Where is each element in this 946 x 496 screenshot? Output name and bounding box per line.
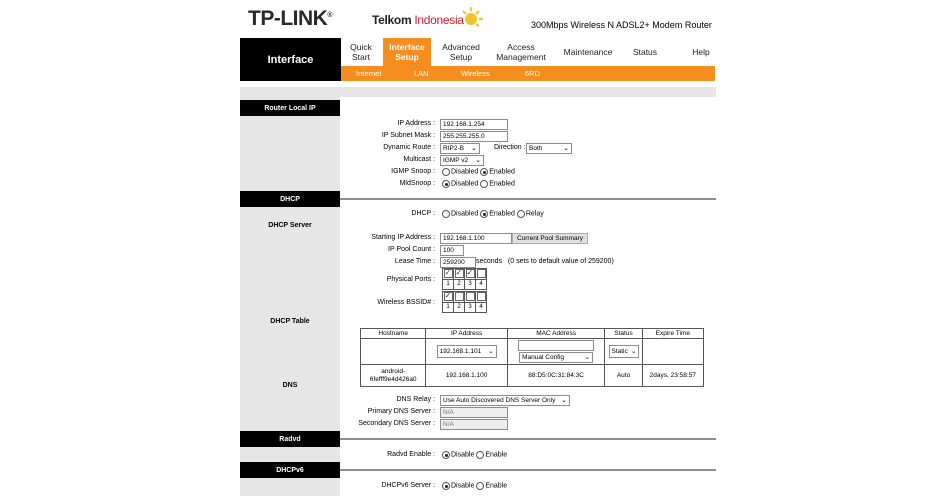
subnet-mask-input[interactable]: 255.255.255.0 <box>440 131 508 142</box>
mld-snoop-disabled-radio[interactable] <box>442 180 450 188</box>
radvd-enable-label: Radvd Enable : <box>387 451 435 458</box>
column-header: Status <box>605 329 642 339</box>
dhcp-server-label: DHCP Server <box>268 222 312 229</box>
primary-dns-label: Primary DNS Server : <box>367 408 435 415</box>
nav-maintenance[interactable]: Maintenance <box>563 47 613 57</box>
dhcpv6-enable-radio[interactable] <box>476 482 484 490</box>
dhcp-disabled-radio[interactable] <box>442 210 450 218</box>
current-section-title: Interface <box>240 38 341 81</box>
secondary-dns-label: Secondary DNS Server : <box>358 420 435 427</box>
dhcp-relay-radio[interactable] <box>517 210 525 218</box>
section-divider <box>340 438 716 440</box>
chevron-down-icon: ⌄ <box>561 397 567 404</box>
dhcpv6-server-options: Disable Enable <box>442 482 507 490</box>
nav-interface-setup[interactable]: Interface Setup <box>383 38 431 66</box>
ip-address-input[interactable]: 192.168.1.254 <box>440 119 508 130</box>
telkom-indonesia-logo: Telkom Indonesia <box>372 13 464 27</box>
radvd-options: Disable Enable <box>442 451 507 459</box>
nav-quick-start[interactable]: Quick Start <box>350 42 372 62</box>
hostname-cell: android-6fefff9e4d426a0 <box>361 365 426 387</box>
chevron-down-icon: ⌄ <box>631 348 637 355</box>
physical-port-3-checkbox[interactable] <box>466 269 475 278</box>
igmp-snoop-disabled-radio[interactable] <box>442 168 450 176</box>
physical-port-4-checkbox[interactable] <box>477 269 486 278</box>
dynamic-route-select[interactable]: RIP2-B ⌄ <box>440 143 480 154</box>
chevron-down-icon: ⌄ <box>471 145 477 152</box>
bssid-number: 2 <box>454 303 465 313</box>
mac-config-select[interactable]: Manual Config ⌄ <box>519 352 593 363</box>
bssid-2-checkbox[interactable] <box>455 292 464 301</box>
physical-ports-label: Physical Ports : <box>386 276 435 283</box>
sub-nav <box>341 66 715 81</box>
spacer-bar <box>240 87 716 97</box>
current-pool-summary-button[interactable]: Current Pool Summary <box>512 233 588 244</box>
ip-address-label: IP Address : <box>397 120 435 127</box>
dhcp-label: DHCP : <box>411 210 435 217</box>
chevron-down-icon: ⌄ <box>475 157 481 164</box>
bssid-3-checkbox[interactable] <box>466 292 475 301</box>
column-header: MAC Address <box>507 329 605 339</box>
bssid-1-checkbox[interactable] <box>444 292 453 301</box>
radvd-enable-radio[interactable] <box>476 451 484 459</box>
section-router-local-ip: Router Local IP <box>240 100 340 116</box>
dns-relay-select[interactable]: Use Auto Discovered DNS Server Only ⌄ <box>440 395 570 406</box>
main-nav <box>341 38 715 66</box>
direction-label: Direction : <box>494 144 526 151</box>
bssid-4-checkbox[interactable] <box>477 292 486 301</box>
section-dhcpv6: DHCPv6 <box>240 462 340 478</box>
physical-port-2-checkbox[interactable] <box>455 269 464 278</box>
port-number: 1 <box>443 280 454 290</box>
bssid-number: 3 <box>465 303 476 313</box>
sun-icon <box>460 4 486 30</box>
new-mac-input[interactable] <box>518 340 594 351</box>
column-header: IP Address <box>426 329 507 339</box>
radvd-disable-radio[interactable] <box>442 451 450 459</box>
ip-pool-count-label: IP Pool Count : <box>388 246 435 253</box>
igmp-snoop-options: Disabled Enabled <box>442 168 515 176</box>
ip-cell: 192.168.1.100 <box>426 365 507 387</box>
dhcpv6-disable-radio[interactable] <box>442 482 450 490</box>
lease-time-unit: seconds (0 sets to default value of 259200) <box>476 258 614 265</box>
subnav-wireless[interactable]: Wireless <box>461 69 490 78</box>
dhcp-table-label: DHCP Table <box>270 318 310 325</box>
physical-ports-grid <box>442 268 487 290</box>
status-cell: Auto <box>605 365 642 387</box>
section-radvd: Radvd <box>240 431 340 447</box>
subnet-mask-label: IP Subnet Mask : <box>381 132 435 139</box>
igmp-snoop-label: IGMP Snoop : <box>391 168 435 175</box>
nav-advanced-setup[interactable]: Advanced Setup <box>442 42 480 62</box>
dhcpv6-server-label: DHCPv6 Server : <box>381 482 435 489</box>
direction-select[interactable]: Both ⌄ <box>526 143 572 154</box>
subnav-6rd[interactable]: 6RD <box>525 69 541 78</box>
new-status-select[interactable]: Static ⌄ <box>609 345 639 358</box>
nav-help[interactable]: Help <box>692 47 710 57</box>
dynamic-route-label: Dynamic Route : <box>383 144 435 151</box>
bssid-number: 4 <box>476 303 487 313</box>
igmp-snoop-enabled-radio[interactable] <box>480 168 488 176</box>
model-name: 300Mbps Wireless N ADSL2+ Modem Router <box>531 20 712 30</box>
primary-dns-input[interactable]: N/A <box>440 407 508 418</box>
dhcp-enabled-radio[interactable] <box>480 210 488 218</box>
lease-time-input[interactable]: 259200 <box>440 257 476 268</box>
dns-label: DNS <box>282 382 298 389</box>
chevron-down-icon: ⌄ <box>584 354 591 361</box>
subnav-lan[interactable]: LAN <box>414 69 429 78</box>
dhcp-mode-options: Disabled Enabled Relay <box>442 210 544 218</box>
tp-link-logo: TP-LINK® <box>248 7 332 30</box>
table-row-new <box>361 339 704 365</box>
table-row <box>361 365 704 387</box>
chevron-down-icon: ⌄ <box>563 145 569 152</box>
column-header: Expire Time <box>642 329 703 339</box>
mac-cell: 88:D5:0C:31:84:3C <box>507 365 605 387</box>
starting-ip-label: Starting IP Address : <box>371 234 435 241</box>
multicast-label: Multicast : <box>403 156 435 163</box>
ip-pool-count-input[interactable]: 100 <box>440 245 464 256</box>
mld-snoop-options: Disabled Enabled <box>442 180 515 188</box>
wireless-bssid-grid <box>442 291 487 313</box>
starting-ip-input[interactable]: 192.168.1.100 <box>440 233 512 244</box>
nav-access-management[interactable]: Access Management <box>496 42 546 62</box>
port-number: 3 <box>465 280 476 290</box>
subnav-internet[interactable]: Internet <box>356 69 382 78</box>
nav-status[interactable]: Status <box>632 47 658 57</box>
new-ip-select[interactable]: 192.168.1.101 ⌄ <box>437 345 497 358</box>
mld-snoop-enabled-radio[interactable] <box>480 180 488 188</box>
physical-port-1-checkbox[interactable] <box>444 269 453 278</box>
secondary-dns-input[interactable]: N/A <box>440 419 508 430</box>
bssid-number: 1 <box>443 303 454 313</box>
dns-relay-label: DNS Relay : <box>396 396 435 403</box>
wireless-bssid-label: Wireless BSSID# : <box>377 299 435 306</box>
lease-time-label: Lease Time : <box>394 258 435 265</box>
chevron-down-icon: ⌄ <box>488 348 494 355</box>
section-divider <box>340 469 716 471</box>
port-number: 2 <box>454 280 465 290</box>
dhcp-table <box>360 328 704 387</box>
expire-cell: 2days, 23:58:57 <box>642 365 703 387</box>
mld-snoop-label: MldSnoop : <box>399 180 435 187</box>
section-dhcp: DHCP <box>240 191 340 207</box>
column-header: Hostname <box>361 329 426 339</box>
multicast-select[interactable]: IGMP v2 ⌄ <box>440 155 484 166</box>
section-divider <box>340 198 716 200</box>
port-number: 4 <box>476 280 487 290</box>
